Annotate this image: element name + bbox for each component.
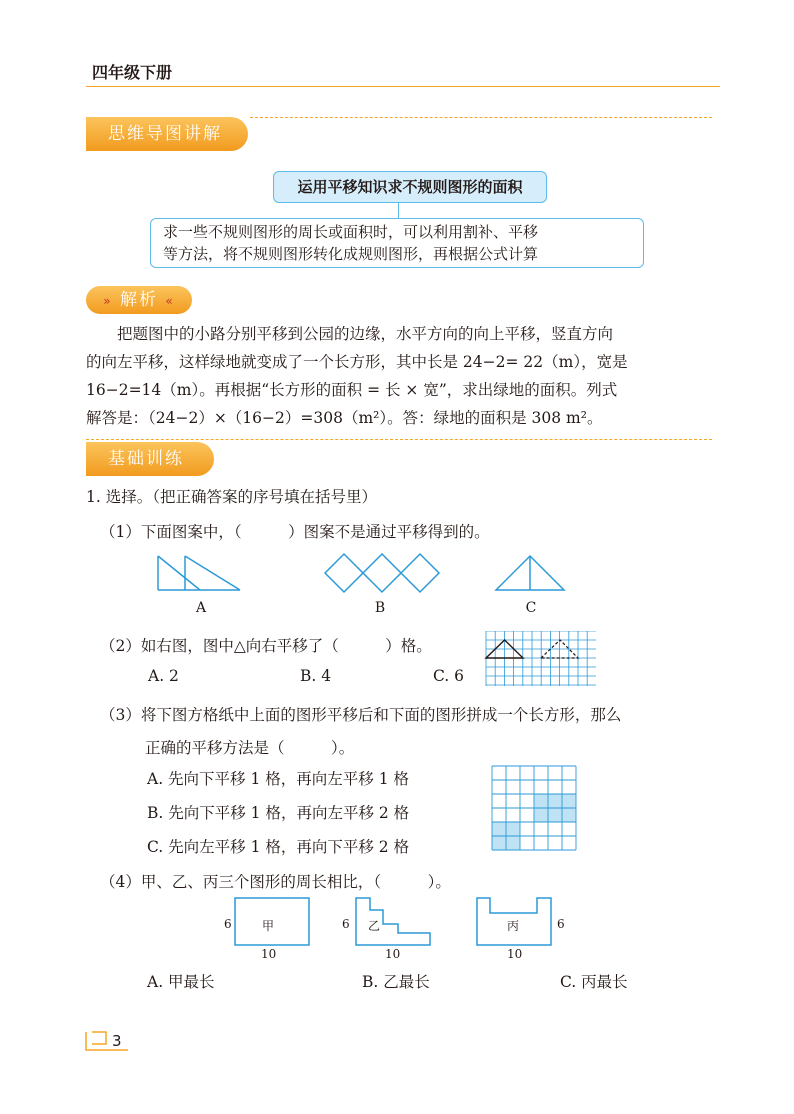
option: B. 4 bbox=[300, 667, 332, 685]
shape-label: 丙 bbox=[507, 919, 520, 933]
section-divider bbox=[250, 117, 712, 118]
option: C. 先向左平移 1 格，再向下平移 2 格 bbox=[147, 838, 410, 856]
analysis-line: 16−2=14（m）。再根据“长方形的面积 = 长 × 宽”，求出绿地的面积。列式 bbox=[86, 381, 618, 399]
pattern-c bbox=[490, 550, 570, 600]
pattern-a bbox=[158, 556, 240, 590]
grade-label: 四年级下册 bbox=[92, 63, 173, 82]
dimension-label: 6 bbox=[224, 917, 232, 931]
mindmap-body bbox=[150, 218, 644, 268]
analysis-tag-label: 解析 bbox=[120, 290, 158, 310]
mindmap-body-line: 等方法，将不规则图形转化成规则图形，再根据公式计算 bbox=[163, 245, 539, 263]
shaded-cell bbox=[506, 836, 520, 850]
triangle-grid bbox=[484, 631, 596, 687]
question-1-1: （1）下面图案中，（ ）图案不是通过平移得到的。 bbox=[100, 523, 490, 541]
figure-label: B bbox=[374, 600, 386, 616]
dimension-label: 6 bbox=[557, 917, 565, 931]
figure-label: C bbox=[525, 600, 537, 616]
shaded-cell bbox=[506, 822, 520, 836]
shape-label: 甲 bbox=[262, 919, 275, 933]
analysis-line: 把题图中的小路分别平移到公园的边缘，水平方向的向上平移，竖直方向 bbox=[117, 325, 614, 343]
question-1: 1. 选择。（把正确答案的序号填在括号里） bbox=[86, 488, 377, 506]
analysis-line: 解答是：（24−2）×（16−2）=308（m²）。答：绿地的面积是 308 m²。 bbox=[86, 409, 603, 427]
section-divider bbox=[86, 439, 712, 440]
dimension-label: 10 bbox=[385, 947, 401, 961]
figure-label: A bbox=[195, 600, 207, 616]
option: B. 先向下平移 1 格，再向左平移 2 格 bbox=[147, 804, 410, 822]
pattern-figures bbox=[150, 550, 450, 600]
option: A. 先向下平移 1 格，再向左平移 1 格 bbox=[147, 770, 409, 788]
question-1-3: （3）将下图方格纸中上面的图形平移后和下面的图形拼成一个长方形，那么 bbox=[100, 706, 622, 724]
mindmap-title: 运用平移知识求不规则图形的面积 bbox=[273, 171, 547, 203]
option: B. 乙最长 bbox=[362, 973, 430, 991]
page-number: 3 bbox=[112, 1032, 122, 1050]
option: C. 6 bbox=[433, 667, 465, 685]
shaded-cell bbox=[534, 808, 548, 822]
shaded-cell bbox=[534, 794, 548, 808]
option: C. 丙最长 bbox=[560, 973, 628, 991]
shaded-cell bbox=[492, 822, 506, 836]
dimension-label: 10 bbox=[507, 947, 523, 961]
shaded-cell bbox=[562, 794, 576, 808]
pattern-b bbox=[325, 554, 439, 592]
mindmap-connector bbox=[398, 202, 399, 218]
option: A. 甲最长 bbox=[147, 973, 215, 991]
shaded-cell bbox=[548, 794, 562, 808]
section-tag-basic: 基础训练 bbox=[86, 442, 214, 476]
option: A. 2 bbox=[148, 667, 179, 685]
question-1-2: （2）如右图，图中△向右平移了（ ）格。 bbox=[100, 637, 432, 655]
shaded-cell bbox=[548, 808, 562, 822]
header-rule bbox=[86, 86, 720, 87]
question-1-3-cont: 正确的平移方法是（ ）。 bbox=[145, 739, 355, 757]
double-arrow-icon: » bbox=[103, 294, 113, 308]
square-grid bbox=[490, 764, 578, 852]
shaded-cell bbox=[492, 836, 506, 850]
analysis-paragraph bbox=[86, 320, 712, 432]
dimension-label: 6 bbox=[342, 917, 350, 931]
mindmap-body-line: 求一些不规则图形的周长或面积时，可以利用割补、平移 bbox=[163, 223, 539, 241]
dimension-label: 10 bbox=[261, 947, 277, 961]
question-1-4: （4）甲、乙、丙三个图形的周长相比，（ ）。 bbox=[100, 873, 451, 891]
shape-label: 乙 bbox=[368, 919, 381, 933]
section-tag-analysis bbox=[86, 286, 192, 314]
section-tag-mindmap: 思维导图讲解 bbox=[86, 117, 248, 151]
shaded-cell bbox=[562, 808, 576, 822]
analysis-line: 的向左平移，这样绿地就变成了一个长方形，其中长是 24−2= 22（m），宽是 bbox=[86, 353, 628, 371]
double-arrow-icon: « bbox=[165, 294, 175, 308]
page-corner-icon bbox=[84, 1030, 132, 1054]
